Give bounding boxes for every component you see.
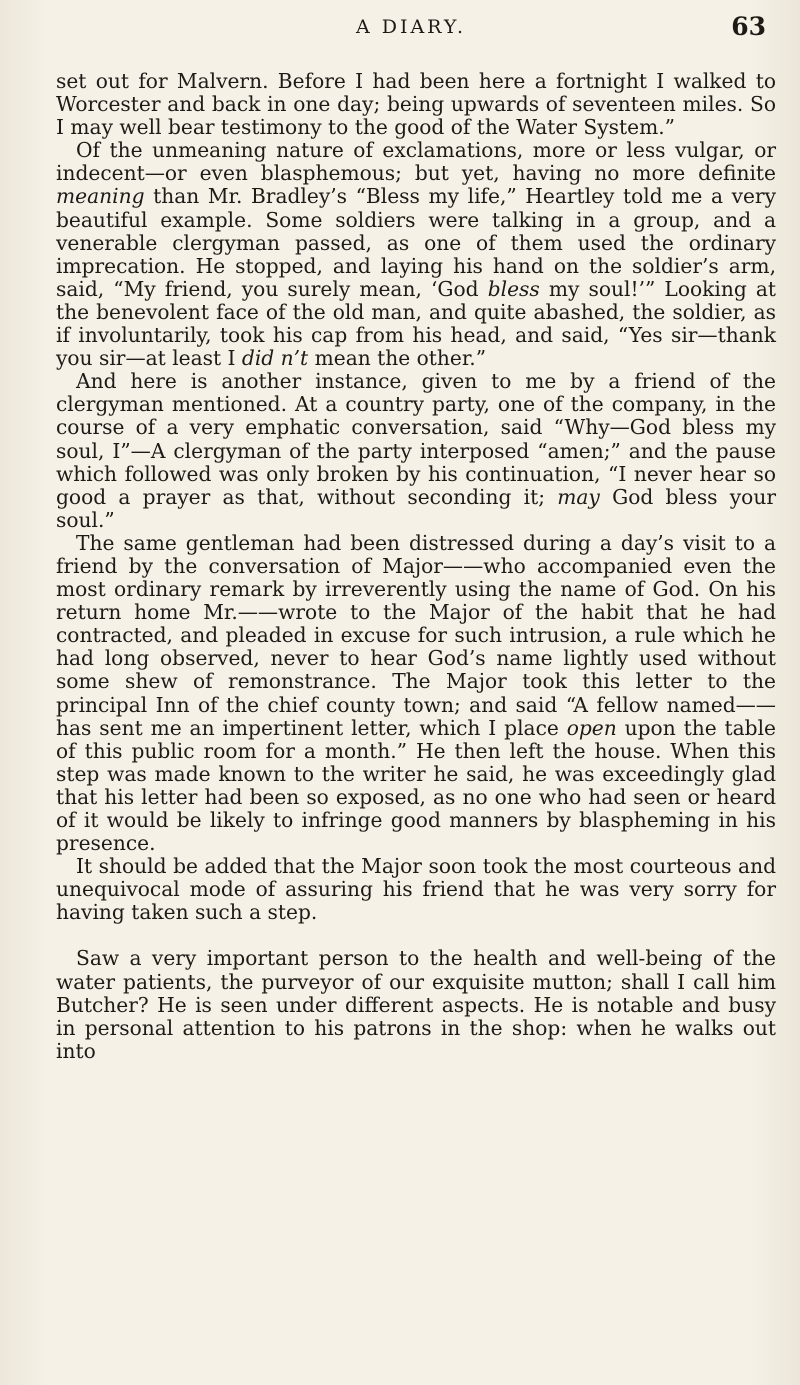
italic-run: did n’t [241,346,309,371]
text-run: The same gentleman had been distressed during a day’s visit to a friend by the conversation of Major——who accompanied even the most ordinary remark by irreverently using the name of God. On his return home Mr.——wrote to the Major of the habit that he had contracted, and pleaded in excuse for such intrusion, a rule which he had long observed, never to hear God’s name lightly used without some shew of remonstrance. The Major took this letter to the principal Inn of the chief county town; and said “A fellow named——has sent me an impertinent letter, which I place [56,530,776,740]
text-run: Of the unmeaning nature of exclamations, more or less vulgar, or indecent—or even blasphemous; but yet, having no more definite [56,138,776,186]
paragraph-6 [56,947,776,1062]
body-text [56,70,776,1063]
text-run: my soul!’” Looking at the benevolent face of the old man, and quite abashed, the soldier, as if involuntarily, took his cap from his head, and said, “Yes sir—thank you sir—at least I [56,276,776,371]
page-header [56,10,766,50]
paragraph-4 [56,532,776,855]
text-run: set out for Malvern. Before I had been here a fortnight I walked to Worcester and back in one day; being upwards of seventeen miles. So I may well bear testimony to the good of the Water System.” [56,69,776,140]
italic-run: bless [487,276,540,301]
text-run: God bless your soul.” [56,484,776,532]
text-run: Saw a very important person to the health and well-being of the water patients, the purveyor of our exquisite mutton; shall I call him Butcher? He is seen under different aspects. He is notable and busy in personal attention to his patrons in the shop: when he walks out into [56,946,776,1063]
italic-run: meaning [56,184,145,209]
running-head: A DIARY. [355,16,467,38]
italic-run: open [566,715,617,740]
text-run: And here is another instance, given to me by a friend of the clergyman mentioned. At a country party, one of the company, in the course of a very emphatic conversation, said “Why—God bless my soul, I”—A clergyman of the party interposed “amen;” and the pause which followed was only broken by his continuation, “I never hear so good a prayer as that, without seconding it; [56,369,776,509]
paragraph-3 [56,370,776,532]
paragraph-5 [56,855,776,924]
text-run: than Mr. Bradley’s “Bless my life,” Heartley told me a very beautiful example. Some soldiers were talking in a group, and a venerable clergyman passed, as one of them used the ordinary imprecation. He stopped, and laying his hand on the soldier’s arm, said, “My friend, you surely mean, ‘God [56,184,776,301]
italic-run: may [557,484,600,509]
page-number: 63 [731,12,766,41]
text-run: mean the other.” [308,346,487,371]
paragraph-2 [56,139,776,370]
paragraph-1 [56,70,776,139]
text-run: upon the table of this public room for a month.” He then left the house. When this step was made known to the writer he said, he was exceedingly glad that his letter had been so exposed, as no one who had seen or heard of it would be likely to infringe good manners by blaspheming in his presence. [56,715,776,856]
text-run: It should be added that the Major soon took the most courteous and unequivocal mode of assuring his friend that he was very sorry for having taken such a step. [56,854,776,925]
